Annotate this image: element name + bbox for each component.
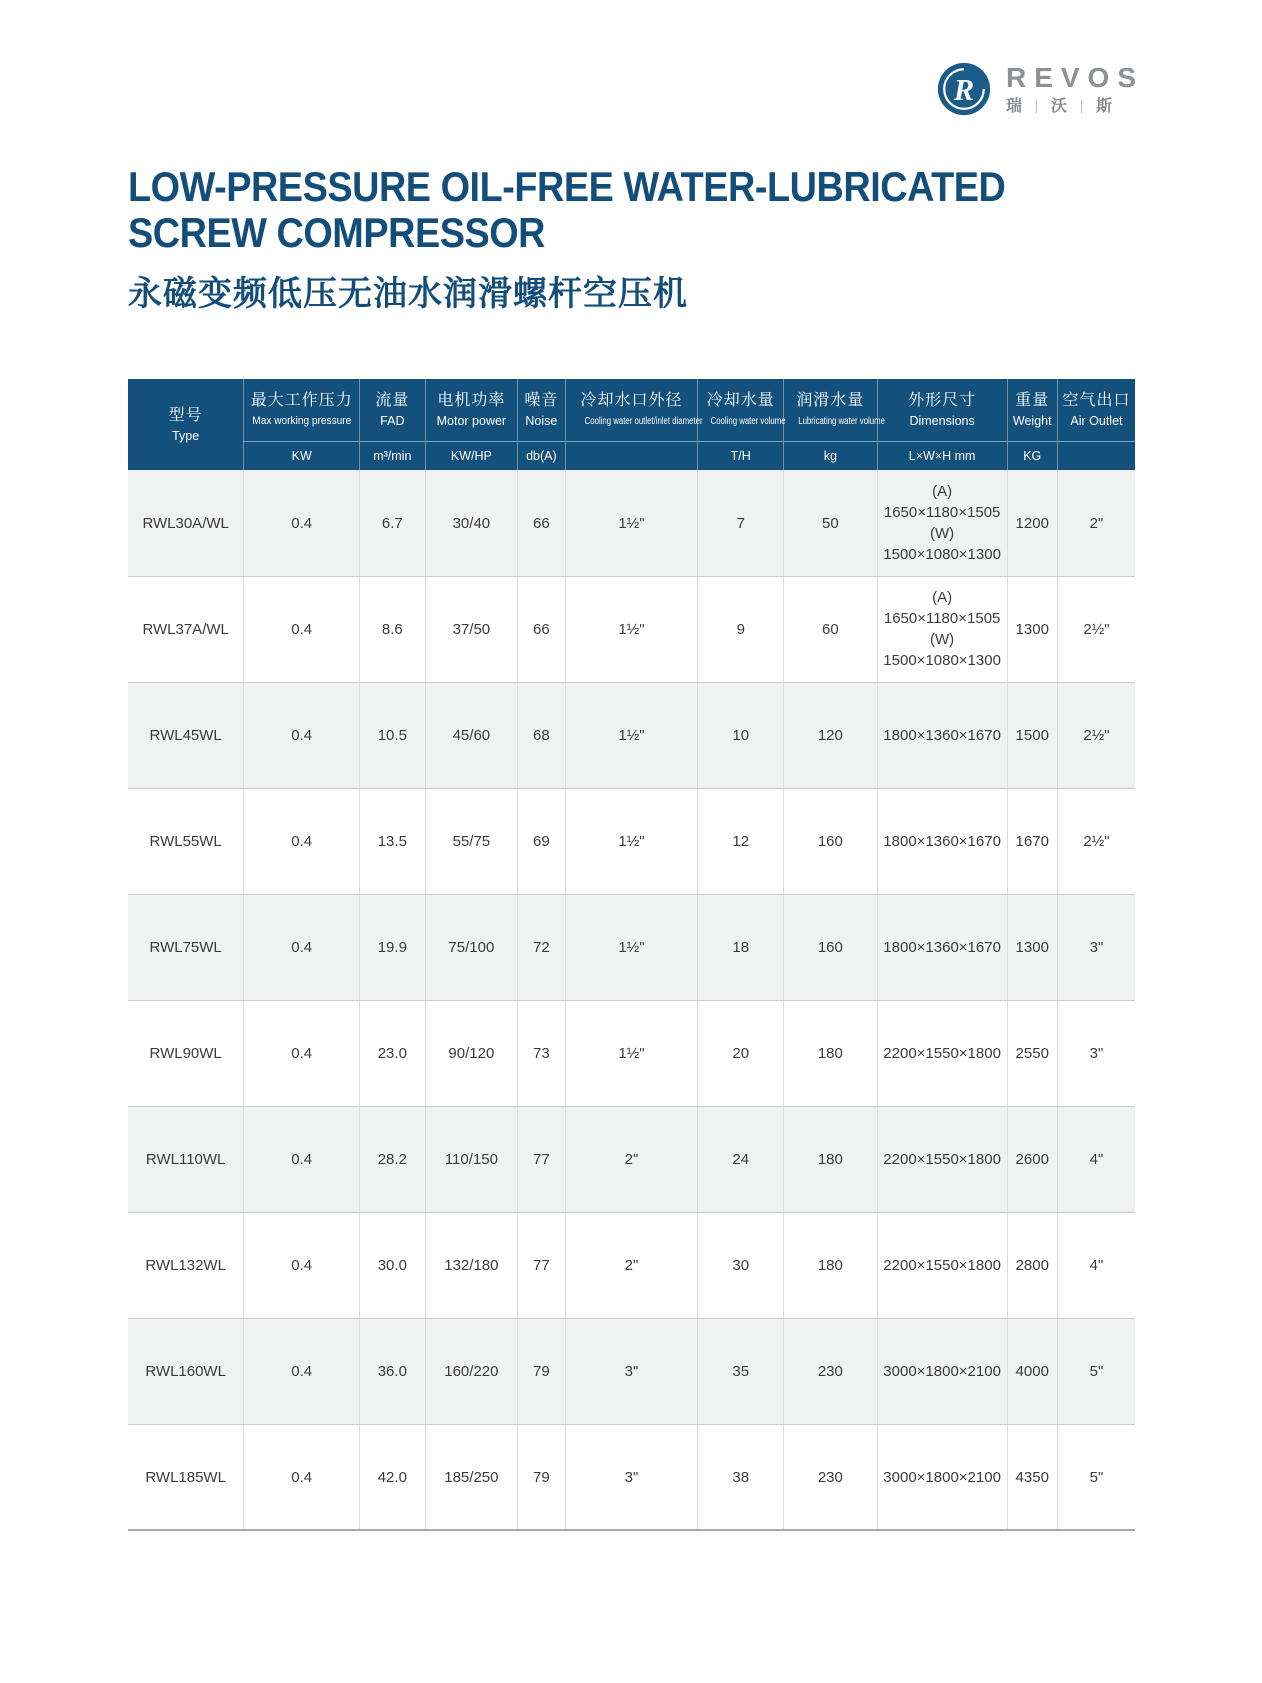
col-header-en: Weight [1012,414,1052,429]
table-cell: 50 [784,470,878,576]
unit-motor-power: KW/HP [425,441,518,470]
col-header-cn: 冷却水口外径 [580,391,683,409]
table-cell: 35 [698,1318,784,1424]
col-header-air-outlet [1057,379,1135,441]
table-cell: 60 [784,576,878,682]
table-cell: 3" [565,1424,698,1530]
table-cell: 180 [784,1106,878,1212]
brand-header [0,0,1262,116]
brand-cn-char: 瑞 [1005,97,1022,115]
table-cell: 7 [698,470,784,576]
col-header-cn: 电机功率 [437,392,506,410]
table-cell: 18 [698,894,784,1000]
brand-cn-char: 沃 [1050,97,1067,115]
table-cell: 0.4 [244,1424,360,1530]
table-cell: 66 [518,576,565,682]
table-cell: 2800 [1007,1212,1057,1318]
unit-lubricating-water-volume: kg [784,441,878,470]
col-header-max-working-pressure [244,379,360,441]
col-header-weight [1007,379,1057,441]
table-cell: 230 [784,1318,878,1424]
table-cell: 3" [565,1318,698,1424]
table-cell: 4" [1057,1106,1135,1212]
table-cell: 160 [784,788,878,894]
table-cell: 1½" [565,682,698,788]
brand-text [1005,61,1144,115]
table-row [128,1424,1135,1530]
col-header-en: Dimensions [909,414,975,429]
table-cell: 66 [518,470,565,576]
table-cell: 0.4 [244,1000,360,1106]
table-cell: 45/60 [425,682,518,788]
table-row [128,470,1135,576]
table-cell: 79 [518,1318,565,1424]
table-cell: 4" [1057,1212,1135,1318]
col-header-cn: 空气出口 [1062,392,1131,410]
table-cell: 185/250 [425,1424,518,1530]
table-cell: 2½" [1057,576,1135,682]
table-cell: 0.4 [244,576,360,682]
table-cell: 1670 [1007,788,1057,894]
table-cell: 19.9 [360,894,425,1000]
table-cell: 2200×1550×1800 [877,1106,1007,1212]
table-cell: 0.4 [244,1212,360,1318]
table-cell: 3000×1800×2100 [877,1424,1007,1530]
table-cell: 2" [565,1212,698,1318]
col-header-en: Cooling water outlet/inlet diameter [584,415,703,427]
table-cell: 30 [698,1212,784,1318]
col-header-type [128,379,244,470]
units-row [128,441,1135,470]
table-cell: 10.5 [360,682,425,788]
table-cell: 1800×1360×1670 [877,682,1007,788]
table-cell: 1½" [565,894,698,1000]
svg-text:R: R [953,72,975,107]
col-header-fad [360,379,425,441]
unit-max-working-pressure: KW [244,441,360,470]
table-cell: RWL30A/WL [128,470,244,576]
table-row [128,1318,1135,1424]
col-header-en: FAD [380,414,405,429]
table-cell: RWL55WL [128,788,244,894]
spec-table-header [128,379,1135,470]
page-title-line2: SCREW COMPRESSOR [128,209,546,257]
table-cell: RWL90WL [128,1000,244,1106]
page-subtitle-cn: 永磁变频低压无油水润滑螺杆空压机 [128,275,688,314]
table-cell: RWL75WL [128,894,244,1000]
page-title [128,164,1149,256]
unit-cooling-water-volume: T/H [698,441,784,470]
table-cell: 1300 [1007,894,1057,1000]
col-header-en: Type [172,428,200,443]
col-header-en: Lubricating water volume [798,415,885,427]
table-cell: 24 [698,1106,784,1212]
table-cell: 3" [1057,1000,1135,1106]
table-cell: 1800×1360×1670 [877,894,1007,1000]
table-cell: 0.4 [244,682,360,788]
table-cell: 1200 [1007,470,1057,576]
table-cell: 0.4 [244,894,360,1000]
table-cell: 75/100 [425,894,518,1000]
table-cell: 73 [518,1000,565,1106]
table-cell: 110/150 [425,1106,518,1212]
unit-cooling-water-diameter [565,441,698,470]
table-cell: 132/180 [425,1212,518,1318]
table-row [128,682,1135,788]
col-header-cn: 润滑水量 [796,391,865,409]
table-cell: 30/40 [425,470,518,576]
brand-cn-separator [1081,100,1082,113]
table-cell: 2200×1550×1800 [877,1212,1007,1318]
table-cell: 3000×1800×2100 [877,1318,1007,1424]
table-cell: 79 [518,1424,565,1530]
table-cell: 5" [1057,1318,1135,1424]
brand-cn-char: 斯 [1096,97,1113,115]
brand-name-cn [1006,99,1144,115]
table-cell: RWL160WL [128,1318,244,1424]
table-cell: 72 [518,894,565,1000]
col-header-cn: 外形尺寸 [908,392,977,410]
table-cell: RWL185WL [128,1424,244,1530]
table-body [128,470,1135,1530]
col-header-en: Noise [525,414,558,429]
col-header-motor-power [425,379,518,441]
table-cell: 0.4 [244,788,360,894]
col-header-noise [518,379,565,441]
table-cell: 230 [784,1424,878,1530]
col-header-en: Air Outlet [1070,414,1123,429]
col-header-en: Cooling water volume [711,415,787,427]
table-cell: 0.4 [244,470,360,576]
table-cell: 10 [698,682,784,788]
table-cell: 42.0 [360,1424,425,1530]
brand-cn-separator [1036,100,1037,113]
table-cell: 5" [1057,1424,1135,1530]
table-cell: 0.4 [244,1318,360,1424]
table-cell: 6.7 [360,470,425,576]
table-cell: 23.0 [360,1000,425,1106]
table-cell: 1½" [565,788,698,894]
table-cell: 1½" [565,1000,698,1106]
table-cell: 2½" [1057,682,1135,788]
unit-weight: KG [1007,441,1057,470]
table-cell: RWL132WL [128,1212,244,1318]
spec-table [128,379,1135,1531]
table-cell: 2200×1550×1800 [877,1000,1007,1106]
table-cell: 36.0 [360,1318,425,1424]
col-header-cn: 最大工作压力 [250,392,353,410]
table-cell: 13.5 [360,788,425,894]
table-cell: 4350 [1007,1424,1057,1530]
brand-name: REVOS [1005,61,1144,93]
title-block [128,164,1262,315]
table-cell: 4000 [1007,1318,1057,1424]
table-row [128,788,1135,894]
table-cell: RWL110WL [128,1106,244,1212]
col-header-cn: 重量 [1015,392,1050,410]
table-cell: 120 [784,682,878,788]
table-cell: 8.6 [360,576,425,682]
table-cell: 1½" [565,576,698,682]
col-header-cooling-water-volume [698,379,787,441]
table-cell: RWL37A/WL [128,576,244,682]
unit-air-outlet [1057,441,1135,470]
table-cell: 1500 [1007,682,1057,788]
table-cell: 38 [698,1424,784,1530]
table-row [128,1212,1135,1318]
table-cell: 37/50 [425,576,518,682]
revos-r-swirl-icon [937,62,991,116]
table-row [128,1106,1135,1212]
table-cell: (A) 1650×1180×1505 (W) 1500×1080×1300 [877,470,1007,576]
table-cell: 180 [784,1212,878,1318]
col-header-cn: 流量 [375,392,410,410]
table-cell: 0.4 [244,1106,360,1212]
table-cell: 2" [565,1106,698,1212]
table-cell: RWL45WL [128,682,244,788]
table-cell: 90/120 [425,1000,518,1106]
table-cell: 68 [518,682,565,788]
table-cell: 2½" [1057,788,1135,894]
table-cell: 20 [698,1000,784,1106]
table-cell: 1800×1360×1670 [877,788,1007,894]
col-header-cn: 型号 [168,406,203,424]
col-header-cooling-water-diameter [565,379,703,441]
table-row [128,1000,1135,1106]
col-header-en: Max working pressure [252,415,352,428]
table-cell: 9 [698,576,784,682]
table-cell: 3" [1057,894,1135,1000]
table-cell: 2600 [1007,1106,1057,1212]
col-header-dimensions [877,379,1007,441]
table-cell: 160/220 [425,1318,518,1424]
col-header-cn: 噪音 [524,392,559,410]
table-cell: 160 [784,894,878,1000]
table-cell: 28.2 [360,1106,425,1212]
col-header-en: Motor power [436,414,507,429]
table-cell: 1300 [1007,576,1057,682]
table-cell: (A) 1650×1180×1505 (W) 1500×1080×1300 [877,576,1007,682]
table-cell: 12 [698,788,784,894]
table-row [128,576,1135,682]
table-cell: 1½" [565,470,698,576]
page-title-line1: LOW-PRESSURE OIL-FREE WATER-LUBRICATED [128,163,1006,210]
col-header-cn: 冷却水量 [706,391,775,409]
table-cell: 55/75 [425,788,518,894]
table-cell: 180 [784,1000,878,1106]
table-cell: 77 [518,1106,565,1212]
table-cell: 30.0 [360,1212,425,1318]
unit-dimensions: L×W×H mm [877,441,1007,470]
revos-logo [937,62,1144,116]
table-cell: 2" [1057,470,1135,576]
table-cell: 2550 [1007,1000,1057,1106]
table-cell: 77 [518,1212,565,1318]
unit-fad: m³/min [360,441,425,470]
unit-noise: db(A) [518,441,565,470]
table-row [128,894,1135,1000]
col-header-lubricating-water-volume [784,379,885,441]
table-cell: 69 [518,788,565,894]
